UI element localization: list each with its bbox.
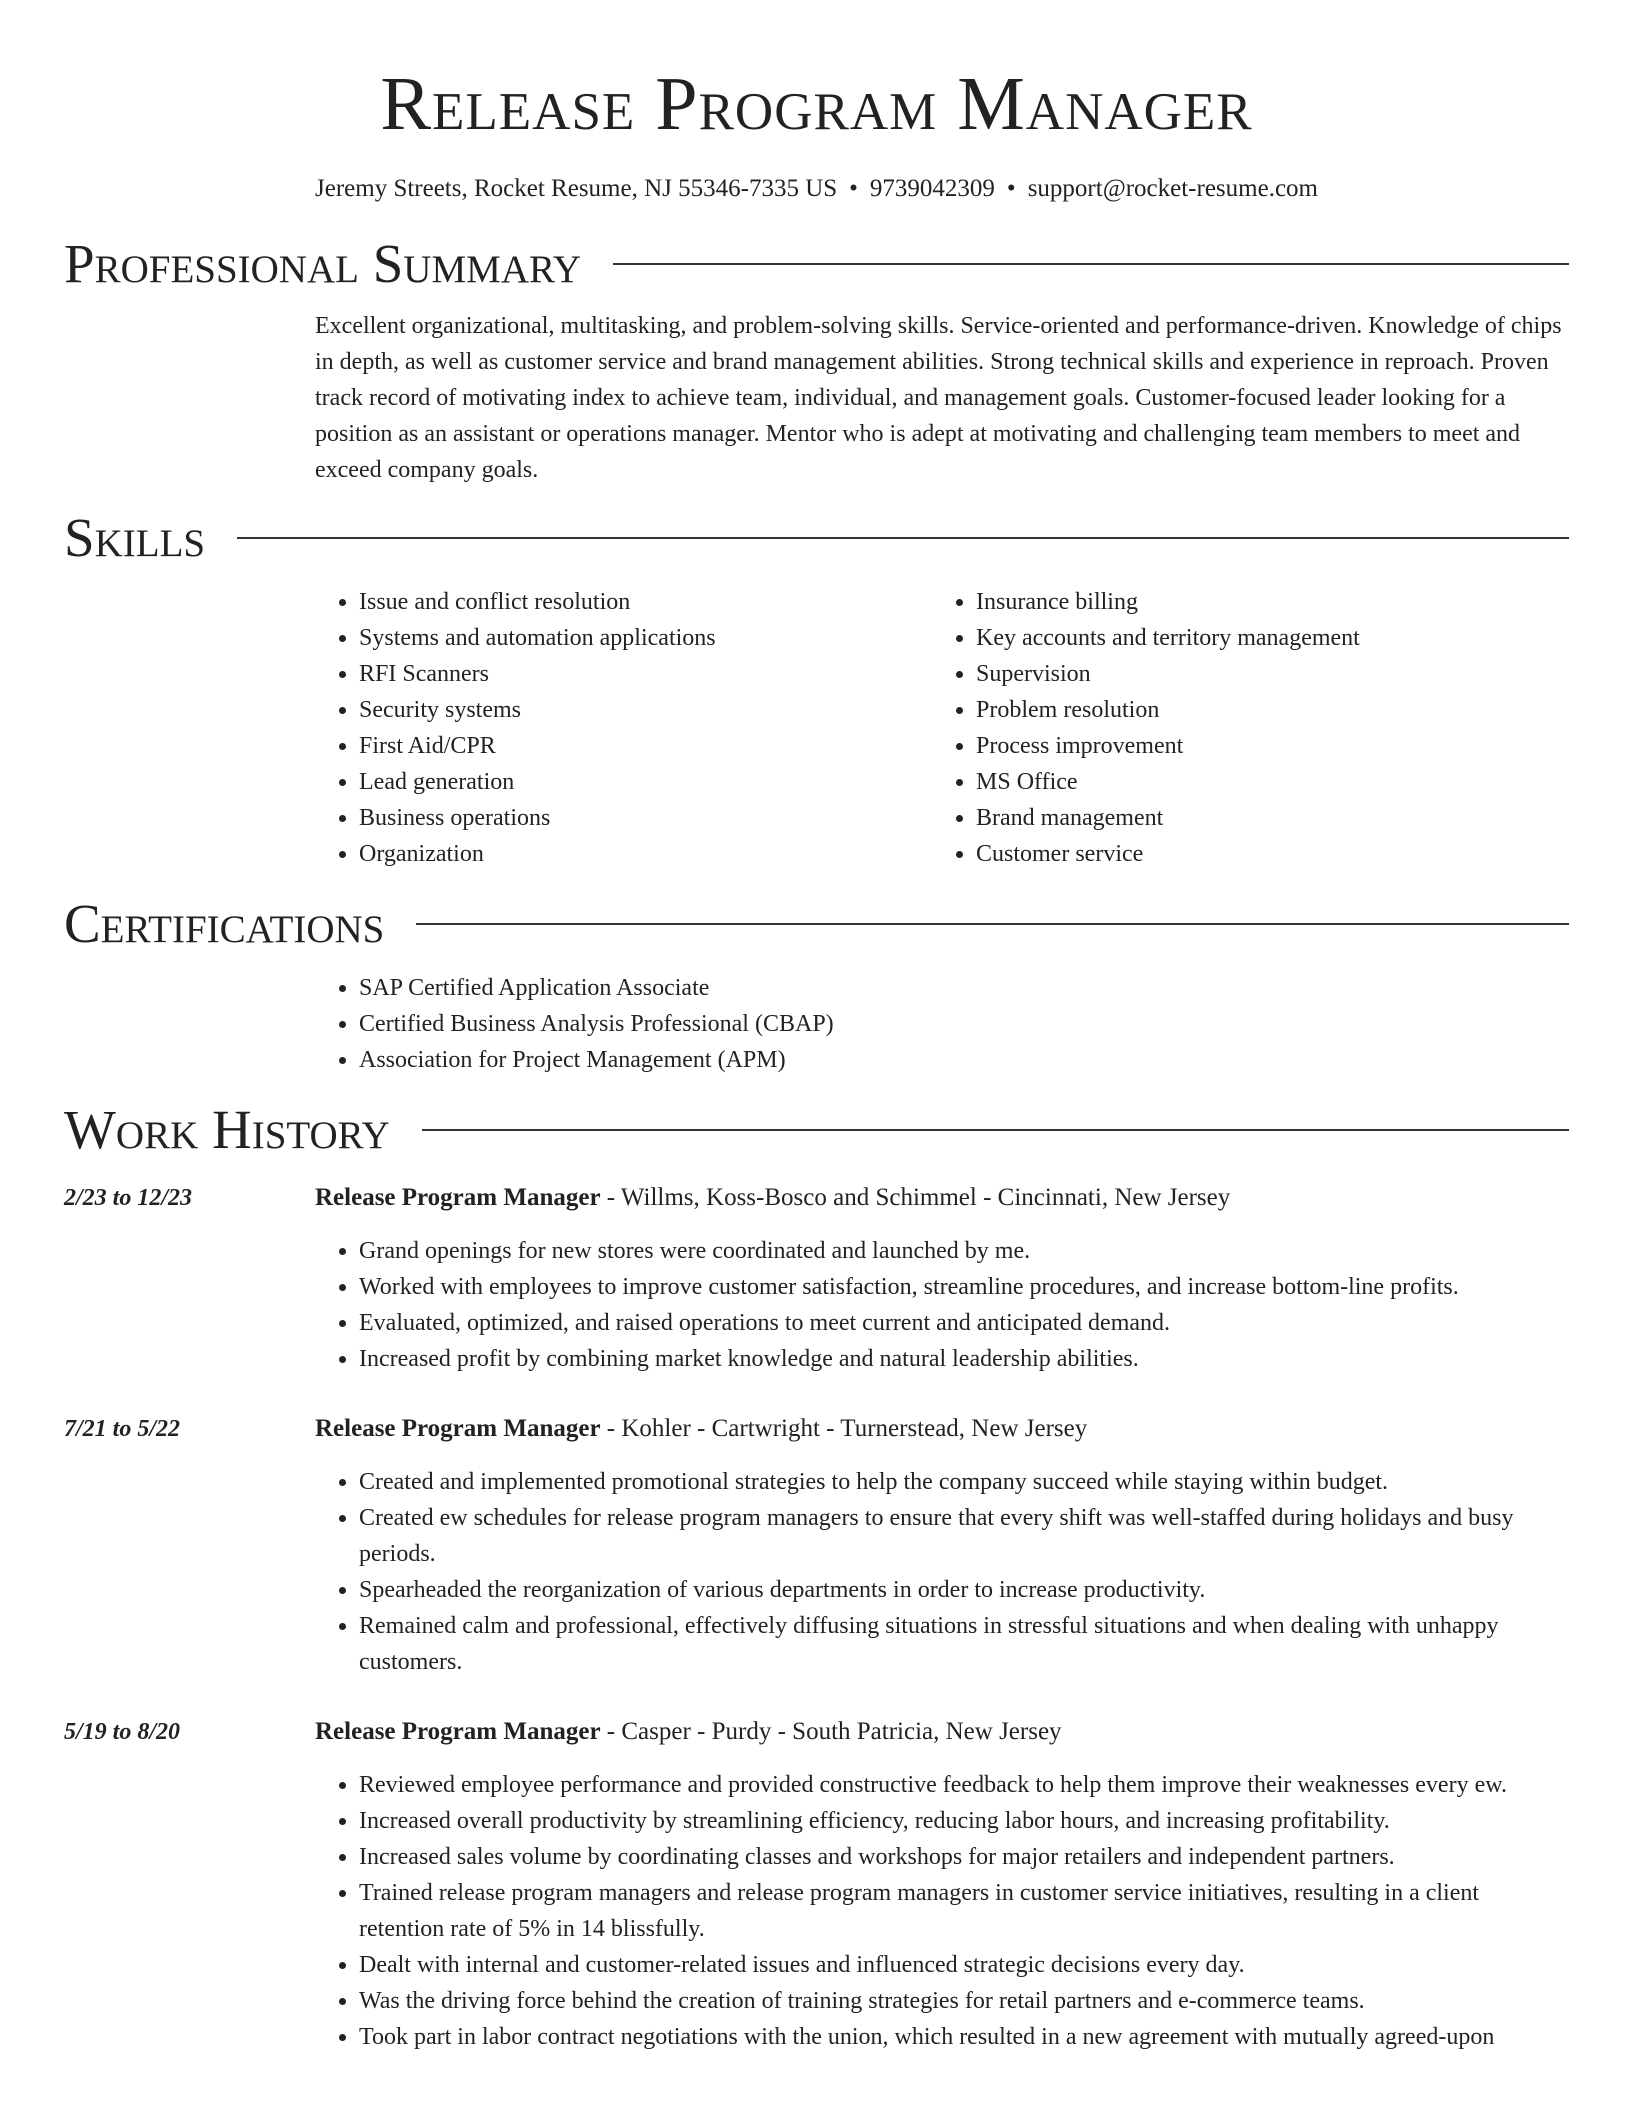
job-bullet: • Created ew schedules for release program managers to ensure that every shift was well-staffed during holidays and busy periods.: [359, 1500, 1569, 1572]
job-company: - Kohler - Cartwright - Turnerstead, New Jersey: [600, 1415, 1088, 1442]
skill-item: • Problem resolution: [976, 692, 1549, 728]
work-history-header: [64, 1094, 1569, 1166]
job-dates: 7/21 to 5/22: [64, 1416, 181, 1442]
job-bullet: • Created and implemented promotional strategies to help the company succeed while staying within budget.: [359, 1464, 1569, 1500]
job-bullets: [315, 1464, 1569, 1680]
section-divider: [416, 923, 1569, 925]
contact-email: support@rocket-resume.com: [1027, 175, 1318, 202]
job-company: - Casper - Purdy - South Patricia, New Jersey: [600, 1718, 1062, 1745]
job-bullets: [315, 1233, 1569, 1377]
contact-address: Jeremy Streets, Rocket Resume, NJ 55346-7335 US: [315, 175, 838, 202]
job-bullet: • Took part in labor contract negotiations with the union, which resulted in a new agreement with mutually agreed-upon: [359, 2019, 1569, 2055]
job-entry: [64, 1180, 1569, 1377]
job-bullets: [315, 1767, 1569, 2055]
job-dates: 2/23 to 12/23: [64, 1185, 193, 1211]
job-bullet: • Remained calm and professional, effectively diffusing situations in stressful situations and when dealing with unhappy customers.: [359, 1608, 1569, 1680]
job-role: Release Program Manager: [315, 1415, 601, 1442]
job-bullet: • Evaluated, optimized, and raised operations to meet current and anticipated demand.: [359, 1305, 1569, 1341]
resume-page: [64, 0, 1569, 2055]
skills-list-left: [315, 584, 932, 872]
job-bullet: • Reviewed employee performance and provided constructive feedback to help them improve their weaknesses every ew.: [359, 1767, 1569, 1803]
certification-item: • SAP Certified Application Associate: [359, 970, 1569, 1006]
job-bullet: • Increased overall productivity by streamlining efficiency, reducing labor hours, and increasing profitability.: [359, 1803, 1569, 1839]
section-divider: [422, 1129, 1569, 1131]
skills-header: [64, 502, 1569, 574]
skills-list-right: [932, 584, 1549, 872]
skill-item: • Issue and conflict resolution: [359, 584, 932, 620]
skills-columns: [315, 584, 1569, 872]
job-bullet: • Worked with employees to improve customer satisfaction, streamline procedures, and increase bottom-line profits.: [359, 1269, 1569, 1305]
job-heading: [315, 1180, 1569, 1216]
skill-item: • Business operations: [359, 800, 932, 836]
resume-name: Release Program Manager: [380, 62, 1253, 146]
contact-separator: •: [1006, 175, 1016, 202]
summary-text: Excellent organizational, multitasking, and problem-solving skills. Service-oriented and performance-driven. Knowledge of chips in depth, as well as customer service and brand management abilities. Strong technical skills and experience in reproach. Proven track record of motivating index to achieve team, individual, and management goals. Customer-focused leader looking for a position as an assistant or operations manager. Mentor who is adept at motivating and challenging team members to meet and exceed company goals.: [315, 313, 1562, 483]
skills-title: Skills: [64, 507, 206, 568]
job-details: [315, 1714, 1569, 2055]
job-heading: [315, 1411, 1569, 1447]
skill-item: • Organization: [359, 836, 932, 872]
certification-item: • Certified Business Analysis Professional (CBAP): [359, 1006, 1569, 1042]
certifications-title: Certifications: [64, 893, 385, 954]
skills-section: [64, 502, 1569, 872]
skill-item: • Customer service: [976, 836, 1549, 872]
certification-item: • Association for Project Management (APM): [359, 1042, 1569, 1078]
job-entry: [64, 1411, 1569, 1680]
job-bullet: • Dealt with internal and customer-related issues and influenced strategic decisions every day.: [359, 1947, 1569, 1983]
job-role: Release Program Manager: [315, 1718, 601, 1745]
job-bullet: • Increased profit by combining market knowledge and natural leadership abilities.: [359, 1341, 1569, 1377]
section-divider: [237, 537, 1569, 539]
skill-item: • Security systems: [359, 692, 932, 728]
summary-header: [64, 228, 1569, 300]
skill-item: • MS Office: [976, 764, 1549, 800]
certifications-header: [64, 888, 1569, 960]
skill-item: • Process improvement: [976, 728, 1549, 764]
work-history-section: [64, 1094, 1569, 2055]
job-bullet: • Spearheaded the reorganization of various departments in order to increase productivity.: [359, 1572, 1569, 1608]
contact-phone: 9739042309: [869, 175, 995, 202]
job-role: Release Program Manager: [315, 1184, 601, 1211]
skill-item: • Brand management: [976, 800, 1549, 836]
job-details: [315, 1180, 1569, 1377]
job-bullet: • Trained release program managers and release program managers in customer service initiatives, resulting in a client retention rate of 5% in 14 blissfully.: [359, 1875, 1569, 1947]
skill-item: • Key accounts and territory management: [976, 620, 1549, 656]
summary-section: [64, 228, 1569, 488]
skill-item: • Supervision: [976, 656, 1549, 692]
job-dates: 5/19 to 8/20: [64, 1719, 181, 1745]
skill-item: • Lead generation: [359, 764, 932, 800]
job-heading: [315, 1714, 1569, 1750]
job-bullet: • Grand openings for new stores were coordinated and launched by me.: [359, 1233, 1569, 1269]
section-divider: [613, 263, 1569, 265]
work-history-title: Work History: [64, 1099, 390, 1160]
certifications-section: [64, 888, 1569, 1078]
certifications-list: [315, 970, 1569, 1078]
job-details: [315, 1411, 1569, 1680]
job-company: - Willms, Koss-Bosco and Schimmel - Cincinnati, New Jersey: [600, 1184, 1231, 1211]
skill-item: • Insurance billing: [976, 584, 1549, 620]
job-entry: [64, 1714, 1569, 2055]
skill-item: • First Aid/CPR: [359, 728, 932, 764]
summary-title: Professional Summary: [64, 233, 582, 294]
job-bullet: • Was the driving force behind the creation of training strategies for retail partners and e-commerce teams.: [359, 1983, 1569, 2019]
skill-item: • Systems and automation applications: [359, 620, 932, 656]
job-bullet: • Increased sales volume by coordinating classes and workshops for major retailers and independent partners.: [359, 1839, 1569, 1875]
contact-separator: •: [849, 175, 858, 202]
skill-item: • RFI Scanners: [359, 656, 932, 692]
contact-line: [64, 172, 1569, 206]
